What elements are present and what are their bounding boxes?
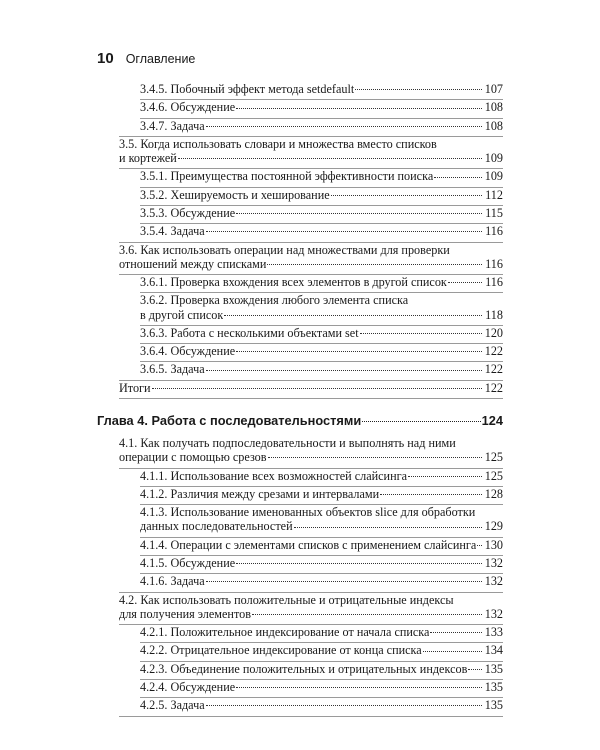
dot-leader: [178, 158, 482, 159]
entry-page-number: 125: [484, 468, 503, 483]
entry-title: 4.2.1. Положительное индексирование от начала списка: [140, 625, 430, 640]
entry-row: [119, 450, 503, 464]
entry-title: 3.6.3. Работа с несколькими объектами set: [140, 325, 359, 340]
page-header: [97, 50, 195, 70]
entry-page-number: 129: [484, 519, 503, 534]
entry-title-line: 4.2. Как использовать положительные и отрицательные индексы: [119, 592, 454, 607]
dot-leader: [294, 527, 482, 528]
toc-subsection-entry: [140, 625, 503, 641]
toc-subsection-entry: [140, 169, 503, 185]
dot-leader: [423, 651, 482, 652]
entry-title-line: 3.5. Когда использовать словари и множества вместо списков: [119, 136, 437, 151]
entry-title-line: 3.6. Как использовать операции над множествами для проверки: [119, 242, 450, 257]
entry-row: [140, 519, 503, 533]
entry-page-number: 130: [484, 537, 503, 552]
toc-subsection-entry: [140, 344, 503, 360]
entry-title: 3.6.4. Обсуждение: [140, 344, 236, 359]
dot-leader: [236, 687, 482, 688]
entry-title-line: 4.1.3. Использование именованных объектов slice для обработки: [140, 505, 476, 520]
dot-leader: [468, 669, 482, 670]
toc-subsection-entry: [140, 505, 503, 536]
toc-subsection-entry: [140, 188, 503, 204]
toc-subsection-entry: [140, 698, 503, 714]
entry-page-number: 120: [484, 325, 503, 340]
dot-leader: [206, 231, 482, 232]
entry-title: 4.1.4. Операции с элементами списков с применением слайсинга: [140, 537, 477, 552]
dot-leader: [224, 315, 482, 316]
entry-title: данных последовательностей: [140, 519, 293, 534]
entry-page-number: 116: [485, 224, 503, 239]
toc-subsection-entry: [140, 100, 503, 116]
entry-row: [140, 625, 503, 639]
entry-title: 4.1.6. Задача: [140, 574, 205, 589]
toc-subsection-entry: [140, 82, 503, 98]
dot-leader: [206, 370, 482, 371]
toc-section-entry: [119, 436, 503, 467]
entry-row: [140, 662, 503, 676]
entry-row: [140, 206, 503, 220]
entry-row: [140, 224, 503, 238]
toc-subsection-entry: [140, 469, 503, 485]
dot-leader: [252, 614, 482, 615]
toc-section-entry: [119, 243, 503, 274]
entry-page-number: 125: [484, 450, 503, 465]
entry-page-number: 107: [484, 82, 503, 96]
entry-row: [119, 381, 503, 395]
entry-title: 3.5.1. Преимущества постоянной эффективности поиска: [140, 169, 434, 184]
entry-row: [140, 362, 503, 376]
entry-row: [140, 698, 503, 712]
dot-leader: [362, 421, 480, 422]
entry-row: [140, 119, 503, 133]
toc-subsection-entry: [140, 643, 503, 659]
entry-page-number: 135: [484, 661, 503, 676]
toc-subsection-entry: [140, 206, 503, 222]
toc-subsection-entry: [140, 362, 503, 378]
dot-leader: [448, 282, 482, 283]
table-of-contents: [97, 82, 503, 717]
entry-page-number: 116: [485, 256, 503, 271]
entry-page-number: 118: [485, 307, 503, 322]
dot-leader: [206, 581, 482, 582]
entry-title: для получения элементов: [119, 606, 251, 621]
dot-leader: [267, 264, 482, 265]
dot-leader: [152, 388, 482, 389]
entry-row: [140, 469, 503, 483]
dot-leader: [408, 476, 482, 477]
dot-leader: [355, 89, 482, 90]
entry-row: [140, 169, 503, 183]
entry-row: [140, 82, 503, 96]
entry-title: Итоги: [119, 380, 151, 395]
entry-page-number: 109: [484, 151, 503, 166]
entry-title: 4.1.5. Обсуждение: [140, 555, 236, 570]
entry-title: 4.1.2. Различия между срезами и интервалами: [140, 486, 380, 501]
toc-section-entry: [119, 137, 503, 168]
toc-subsection-entry: [140, 680, 503, 696]
entry-title: в другой список: [140, 307, 224, 322]
dot-leader: [477, 545, 482, 546]
toc-subsection-entry: [140, 275, 503, 291]
entry-row: [140, 188, 503, 202]
entry-page-number: 122: [484, 344, 503, 359]
entry-row: [119, 607, 503, 621]
entry-row: [140, 326, 503, 340]
entry-title: 3.5.4. Задача: [140, 224, 205, 239]
chapter-heading: [97, 413, 503, 428]
entry-title-line: 4.1. Как получать подпоследовательности и выполнять над ними: [119, 436, 456, 451]
entry-page-number: 122: [484, 380, 503, 395]
entry-title: 4.2.2. Отрицательное индексирование от конца списка: [140, 643, 422, 658]
dot-leader: [206, 126, 482, 127]
entry-title-line: 3.6.2. Проверка вхождения любого элемента списка: [140, 293, 409, 308]
entry-row: [140, 538, 503, 552]
toc-subsection-entry: [140, 556, 503, 572]
toc-subsection-entry: [140, 538, 503, 554]
entry-divider: [119, 398, 503, 399]
entry-page-number: 133: [484, 625, 503, 640]
dot-leader: [434, 177, 482, 178]
entry-title: операции с помощью срезов: [119, 450, 267, 465]
dot-leader: [236, 108, 482, 109]
toc-subsection-entry: [140, 574, 503, 590]
entry-title: и кортежей: [119, 151, 177, 166]
dot-leader: [430, 632, 482, 633]
entry-page-number: 128: [484, 486, 503, 501]
entry-page-number: 115: [485, 205, 503, 220]
entry-title: 3.6.1. Проверка вхождения всех элементов в другой список: [140, 275, 447, 290]
entry-page-number: 132: [484, 574, 503, 589]
dot-leader: [268, 457, 482, 458]
dot-leader: [236, 213, 482, 214]
entry-page-number: 116: [485, 275, 503, 290]
entry-title: 3.4.7. Задача: [140, 118, 205, 133]
entry-title: 4.2.4. Обсуждение: [140, 679, 236, 694]
toc-subsection-entry: [140, 224, 503, 240]
entry-row: [140, 574, 503, 588]
dot-leader: [360, 333, 482, 334]
entry-row: [140, 344, 503, 358]
toc-section-entry: [119, 381, 503, 397]
entry-row: [140, 308, 503, 322]
entry-row: [119, 151, 503, 165]
entry-row: [140, 100, 503, 114]
toc-subsection-entry: [140, 662, 503, 678]
entry-row: [140, 556, 503, 570]
entry-page-number: 109: [484, 169, 503, 184]
dot-leader: [236, 351, 482, 352]
chapter-title: Глава 4. Работа с последовательностями: [97, 413, 362, 429]
dot-leader: [380, 494, 482, 495]
entry-page-number: 132: [484, 555, 503, 570]
entry-page-number: 108: [484, 100, 503, 115]
entry-page-number: 112: [485, 187, 503, 202]
entry-title: 4.1.1. Использование всех возможностей слайсинга: [140, 468, 407, 483]
entry-page-number: 135: [484, 679, 503, 694]
toc-subsection-entry: [140, 326, 503, 342]
dot-leader: [206, 705, 482, 706]
entry-page-number: 134: [484, 643, 503, 658]
chapter-page: 124: [481, 413, 503, 429]
entry-title: 3.4.6. Обсуждение: [140, 100, 236, 115]
entry-row: [140, 275, 503, 289]
entry-title: 3.6.5. Задача: [140, 362, 205, 377]
entry-page-number: 108: [484, 118, 503, 133]
entry-page-number: 122: [484, 362, 503, 377]
entry-row: [119, 257, 503, 271]
entry-title: 3.5.2. Хешируемость и хеширование: [140, 187, 330, 202]
toc-section-entry: [119, 593, 503, 624]
toc-subsection-entry: [140, 487, 503, 503]
entry-title: отношений между списками: [119, 256, 267, 271]
entry-title: 3.5.3. Обсуждение: [140, 205, 236, 220]
entry-divider: [119, 716, 503, 717]
entry-page-number: 135: [484, 698, 503, 713]
entry-title: 4.2.5. Задача: [140, 698, 205, 713]
entry-row: [140, 680, 503, 694]
dot-leader: [236, 563, 482, 564]
toc-subsection-entry: [140, 119, 503, 135]
page-number: 10: [97, 50, 114, 67]
dot-leader: [331, 195, 482, 196]
entry-page-number: 132: [484, 606, 503, 621]
entry-title: 4.2.3. Объединение положительных и отрицательных индексов: [140, 661, 468, 676]
page-header-title: Оглавление: [125, 52, 196, 66]
toc-subsection-entry: [140, 293, 503, 324]
entry-title: 3.4.5. Побочный эффект метода setdefault: [140, 82, 355, 96]
entry-row: [140, 487, 503, 501]
entry-row: [140, 643, 503, 657]
